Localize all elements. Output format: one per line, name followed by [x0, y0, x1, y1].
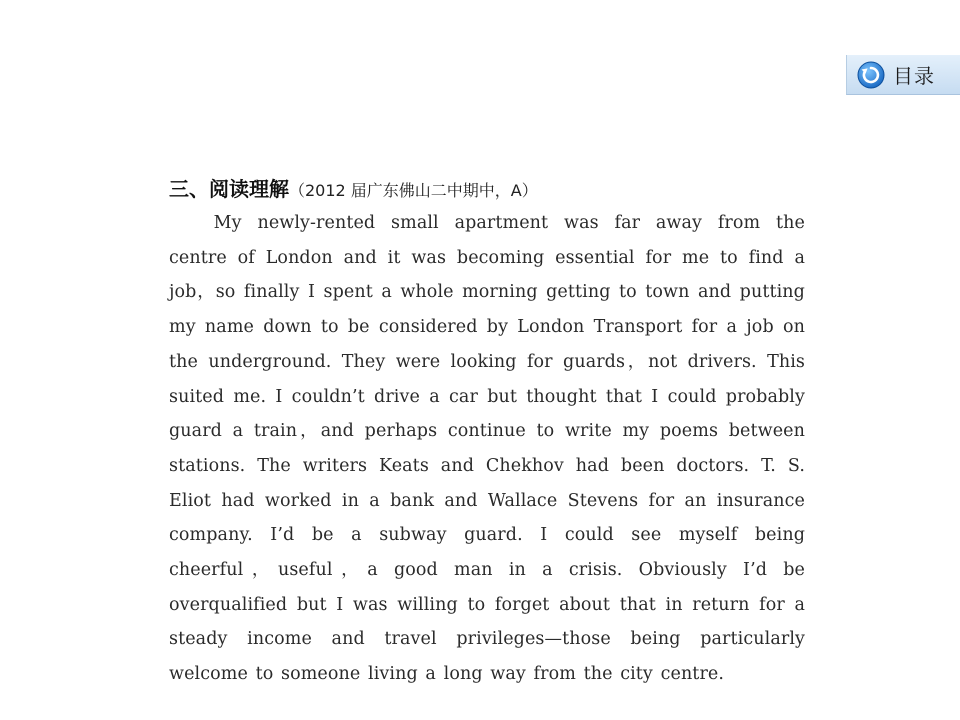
table-of-contents-label: 目录: [893, 64, 935, 88]
table-of-contents-button[interactable]: [846, 55, 960, 95]
reading-section: [169, 172, 805, 692]
section-source: （2012 届广东佛山二中期中，A）: [289, 181, 538, 200]
circular-arrow-icon: [857, 61, 885, 89]
passage-paragraph: My newly-rented small apartment was far away from the centre of London and it was becoming essential for me to find a job，so finally I spent a whole morning getting to town and putting my name down to be considered by London Transport for a job on the underground. They were looking for guards，not drivers. This suited me. I couldn’t drive a car but thought that I could probably guard a train，and perhaps continue to write my poems between stations. The writers Keats and Chekhov had been doctors. T. S. Eliot had worked in a bank and Wallace Stevens for an insurance company. I’d be a subway guard. I could see myself being cheerful，useful，a good man in a crisis. Obviously I’d be overqualified but I was willing to forget about that in return for a steady income and travel privileges—those being particularly welcome to someone living a long way from the city centre.: [169, 213, 805, 685]
section-heading: [169, 172, 805, 206]
section-title: 三、阅读理解: [169, 177, 289, 201]
